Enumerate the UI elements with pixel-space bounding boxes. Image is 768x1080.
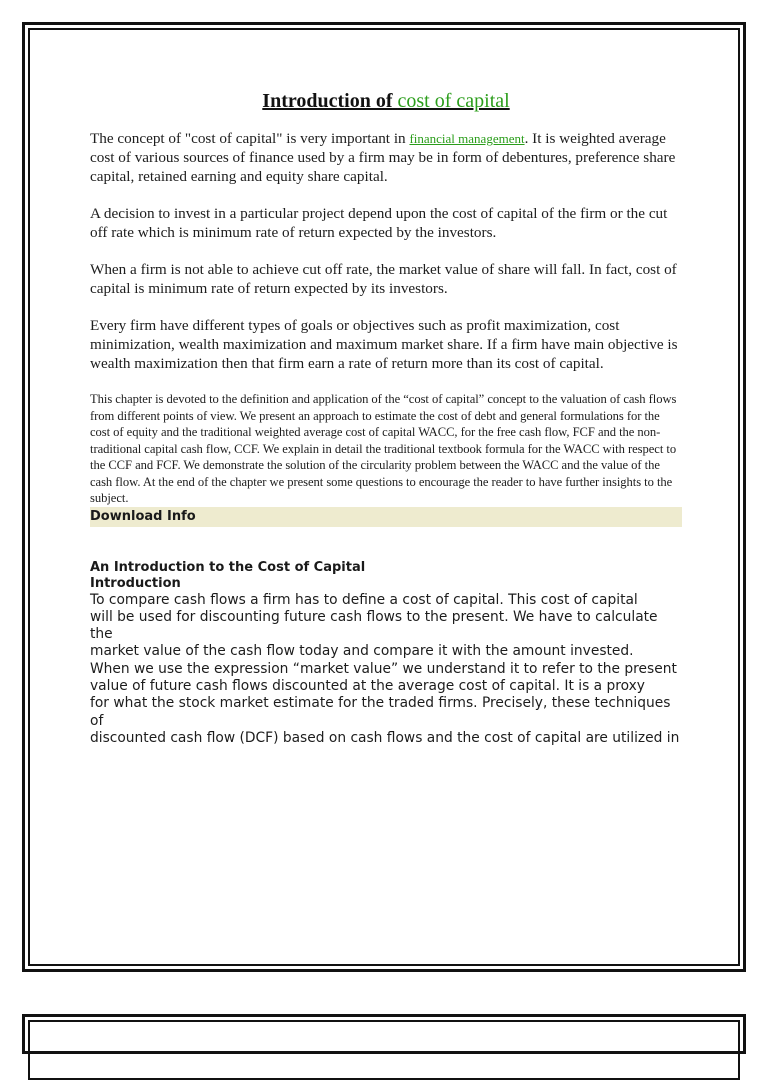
paragraph-1-after: . It is weighted average cost of various sources of finance used by a firm may be in form of debentures, preference share capital, retained earning and equity share capital. (90, 130, 676, 185)
paragraph-4: Every firm have different types of goals or objectives such as profit maximization, cost minimization, wealth maximization and maximum market share. If a firm have main objective is wealth maximization then that firm earn a rate of return more than its cost of capital. (90, 317, 678, 372)
title-link[interactable]: cost of capital (397, 90, 510, 112)
chapter-summary: This chapter is devoted to the definition and application of the “cost of capital” concept to the valuation of cash flows from different points of view. We present an approach to estimate the cost of debt and general formulations for the cost of equity and the traditional weighted average cost of capital WACC, for the free cash flow, FCF and the non-traditional capital cash flow, CCF. We explain in detail the traditional textbook formula for the WACC with respect to the CCF and FCF. We demonstrate the solution of the circularity problem between the WACC and the value of the cash flow. At the end of the chapter we present some questions to encourage the reader to have further insights to the subject. (90, 392, 677, 505)
paragraph-3: When a firm is not able to achieve cut off rate, the market value of share will fall. In fact, cost of capital is minimum rate of return expected by its investors. (90, 261, 677, 297)
section-intro (90, 560, 682, 748)
document-title (90, 90, 682, 113)
paragraph-1-before: The concept of "cost of capital" is very important in (90, 130, 410, 147)
section-line: When we use the expression “market value” we understand it to refer to the present value of future cash flows discounted at the average cost of capital. It is a proxy (90, 660, 677, 694)
next-page-border (22, 1014, 746, 1054)
financial-management-link[interactable]: financial management (409, 131, 525, 146)
section-line: discounted cash flow (DCF) based on cash flows and the cost of capital are utilized in (90, 729, 680, 746)
section-line: for what the stock market estimate for the traded firms. Precisely, these techniques of (90, 695, 671, 729)
paragraph-1 (90, 129, 682, 186)
section-title: An Introduction to the Cost of Capital (90, 559, 366, 575)
section-subtitle: Introduction (90, 575, 181, 591)
document-content (90, 90, 682, 747)
title-main: Introduction of (262, 90, 393, 112)
section-line: market value of the cash flow today and compare it with the amount invested. (90, 643, 634, 660)
section-line: To compare cash flows a firm has to define a cost of capital. This cost of capital (90, 591, 638, 608)
paragraph-2: A decision to invest in a particular project depend upon the cost of capital of the firm or the cut off rate which is minimum rate of return expected by the investors. (90, 205, 668, 241)
next-page-border-inner (28, 1020, 740, 1080)
section-line: will be used for discounting future cash flows to the present. We have to calculate the (90, 608, 658, 643)
download-info-button[interactable]: Download Info (90, 507, 682, 527)
